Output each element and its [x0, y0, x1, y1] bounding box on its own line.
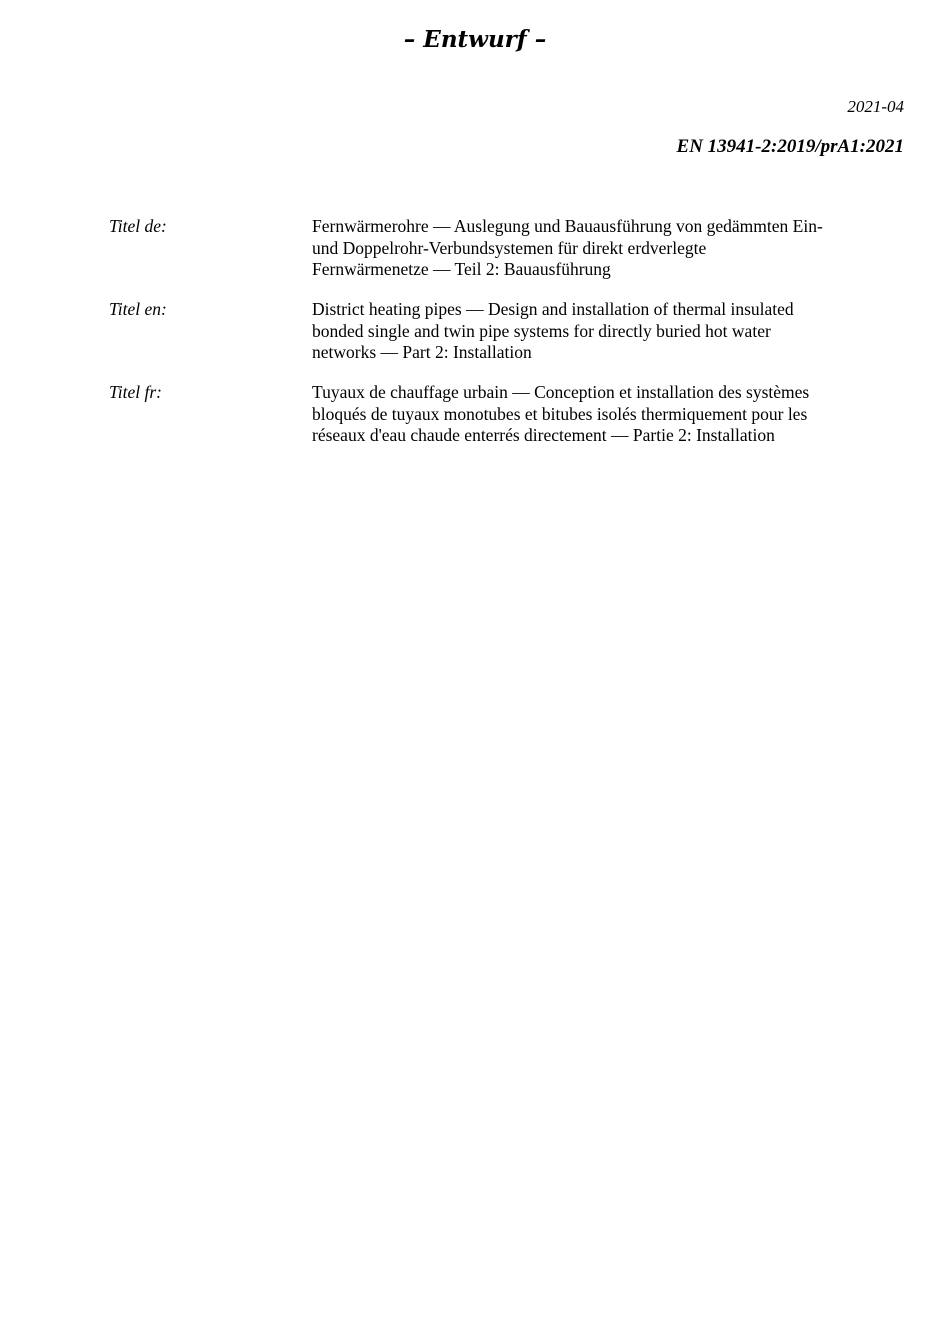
title-line: District heating pipes — Design and installation of thermal insulated	[312, 299, 794, 319]
title-line: und Doppelrohr-Verbundsystemen für direkt erdverlegte	[312, 237, 707, 258]
document-date: 2021-04	[847, 97, 904, 116]
title-row-de	[109, 216, 899, 282]
title-line: réseaux d'eau chaude enterrés directement — Partie 2: Installation	[312, 425, 775, 445]
titles-block	[109, 216, 899, 465]
title-line: Fernwärmerohre — Auslegung und Bauausführung von gedämmten Ein-	[312, 216, 823, 236]
title-row-en	[109, 299, 899, 365]
title-line: Tuyaux de chauffage urbain — Conception et installation des systèmes	[312, 382, 810, 402]
title-text-de	[312, 216, 897, 281]
title-text-en	[312, 299, 897, 364]
title-label-fr: Titel fr:	[109, 382, 162, 402]
title-line: bonded single and twin pipe systems for directly buried hot water	[312, 320, 771, 341]
title-label-de: Titel de:	[109, 216, 167, 236]
title-text-fr	[312, 382, 897, 447]
title-row-fr	[109, 382, 899, 448]
title-line: networks — Part 2: Installation	[312, 342, 532, 362]
title-label-en: Titel en:	[109, 299, 167, 319]
title-line: bloqués de tuyaux monotubes et bitubes isolés thermiquement pour les	[312, 403, 808, 424]
document-number: EN 13941-2:2019/prA1:2021	[676, 136, 904, 157]
title-line: Fernwärmenetze — Teil 2: Bauausführung	[312, 259, 611, 279]
draft-heading: – Entwurf –	[403, 26, 547, 53]
